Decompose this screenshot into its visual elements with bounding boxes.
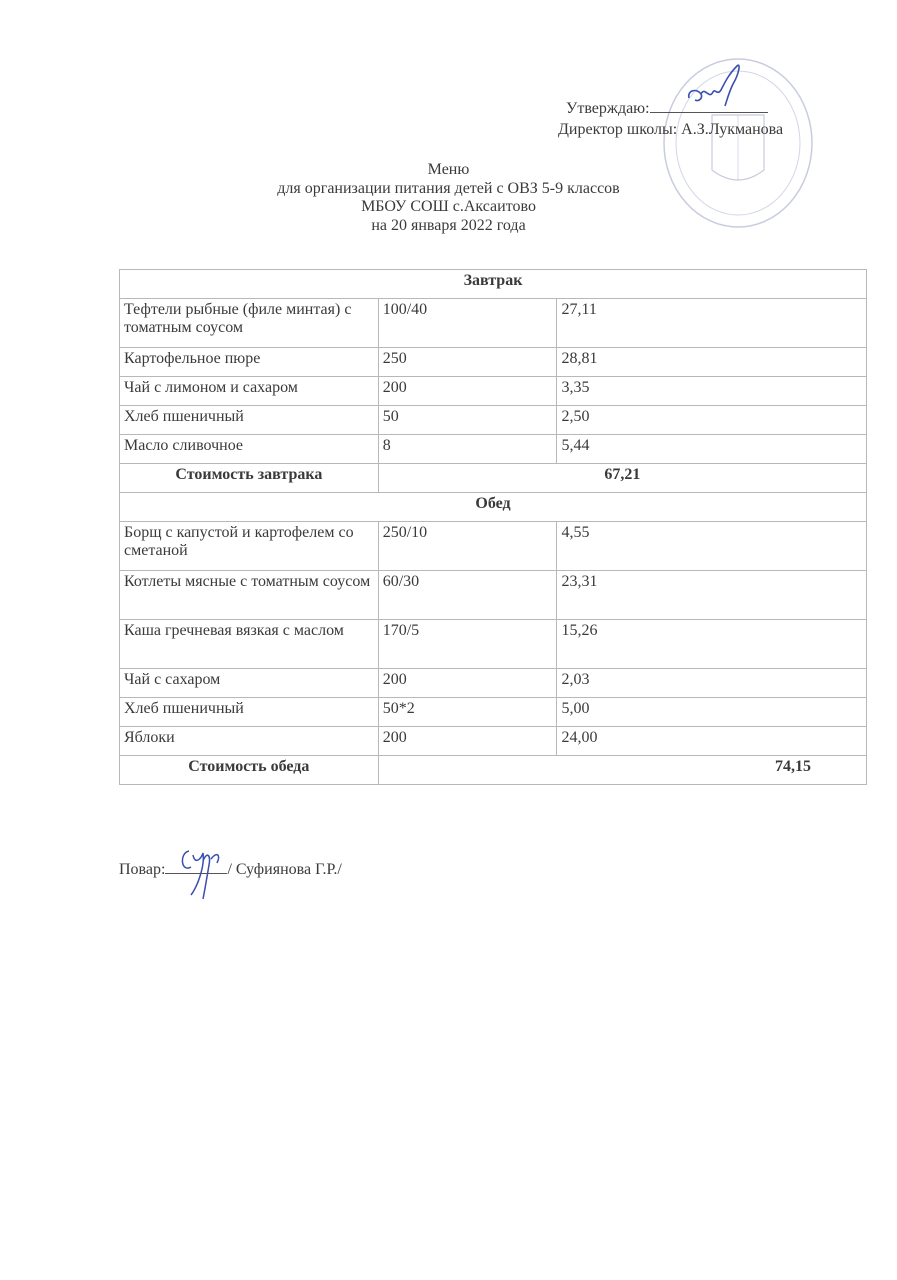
table-row bbox=[120, 348, 867, 377]
dish-price: 5,44 bbox=[557, 435, 867, 464]
title-line-1: Меню bbox=[427, 161, 470, 178]
dish-portion: 250/10 bbox=[378, 522, 557, 571]
table-row bbox=[120, 522, 867, 571]
director-signature-line bbox=[650, 98, 768, 113]
dish-portion: 100/40 bbox=[378, 299, 557, 348]
breakfast-total-label: Стоимость завтрака bbox=[120, 464, 379, 493]
lunch-total-row bbox=[120, 756, 867, 785]
cook-block bbox=[119, 861, 342, 879]
dish-name: Тефтели рыбные (филе минтая) с томатным соусом bbox=[120, 299, 379, 348]
dish-name: Масло сливочное bbox=[120, 435, 379, 464]
dish-portion: 60/30 bbox=[378, 571, 557, 620]
lunch-total-value: 74,15 bbox=[378, 756, 866, 785]
dish-price: 24,00 bbox=[557, 727, 867, 756]
dish-price: 2,50 bbox=[557, 406, 867, 435]
table-row bbox=[120, 698, 867, 727]
table-row bbox=[120, 620, 867, 669]
dish-price: 15,26 bbox=[557, 620, 867, 669]
section-header-lunch bbox=[120, 493, 867, 522]
dish-price: 23,31 bbox=[557, 571, 867, 620]
lunch-heading: Обед bbox=[120, 493, 867, 522]
title-line-4: на 20 января 2022 года bbox=[371, 216, 526, 234]
table-row bbox=[120, 571, 867, 620]
dish-name: Хлеб пшеничный bbox=[120, 406, 379, 435]
cook-name: / Суфиянова Г.Р./ bbox=[227, 861, 342, 878]
dish-price: 5,00 bbox=[557, 698, 867, 727]
dish-portion: 50 bbox=[378, 406, 557, 435]
dish-portion: 200 bbox=[378, 377, 557, 406]
dish-price: 27,11 bbox=[557, 299, 867, 348]
title-line-2: для организации питания детей с ОВЗ 5-9 классов bbox=[277, 179, 620, 197]
table-row bbox=[120, 377, 867, 406]
dish-name: Борщ с капустой и картофелем со сметаной bbox=[120, 522, 379, 571]
table-row bbox=[120, 727, 867, 756]
breakfast-total-value: 67,21 bbox=[378, 464, 866, 493]
title-line-3: МБОУ СОШ с.Аксаитово bbox=[361, 198, 536, 215]
cook-label: Повар: bbox=[119, 861, 166, 878]
dish-price: 28,81 bbox=[557, 348, 867, 377]
lunch-total-label: Стоимость обеда bbox=[120, 756, 379, 785]
table-row bbox=[120, 669, 867, 698]
dish-portion: 170/5 bbox=[378, 620, 557, 669]
table-row bbox=[120, 406, 867, 435]
dish-price: 3,35 bbox=[557, 377, 867, 406]
dish-portion: 250 bbox=[378, 348, 557, 377]
dish-name: Чай с лимоном и сахаром bbox=[120, 377, 379, 406]
director-label: Директор школы: А.З.Лукманова bbox=[558, 121, 784, 138]
dish-portion: 200 bbox=[378, 669, 557, 698]
dish-name: Каша гречневая вязкая с маслом bbox=[120, 620, 379, 669]
breakfast-total-row bbox=[120, 464, 867, 493]
document-title bbox=[0, 161, 897, 235]
dish-name: Котлеты мясные с томатным соусом bbox=[120, 571, 379, 620]
dish-price: 4,55 bbox=[557, 522, 867, 571]
dish-name: Яблоки bbox=[120, 727, 379, 756]
dish-name: Хлеб пшеничный bbox=[120, 698, 379, 727]
dish-portion: 50*2 bbox=[378, 698, 557, 727]
cook-signature-line bbox=[165, 861, 227, 874]
dish-name: Картофельное пюре bbox=[120, 348, 379, 377]
menu-table bbox=[119, 269, 867, 785]
section-header-breakfast bbox=[120, 270, 867, 299]
dish-portion: 200 bbox=[378, 727, 557, 756]
table-row bbox=[120, 435, 867, 464]
approval-block bbox=[558, 98, 784, 140]
breakfast-heading: Завтрак bbox=[120, 270, 867, 299]
dish-price: 2,03 bbox=[557, 669, 867, 698]
table-row bbox=[120, 299, 867, 348]
approve-label: Утверждаю: bbox=[566, 100, 650, 117]
dish-name: Чай с сахаром bbox=[120, 669, 379, 698]
dish-portion: 8 bbox=[378, 435, 557, 464]
